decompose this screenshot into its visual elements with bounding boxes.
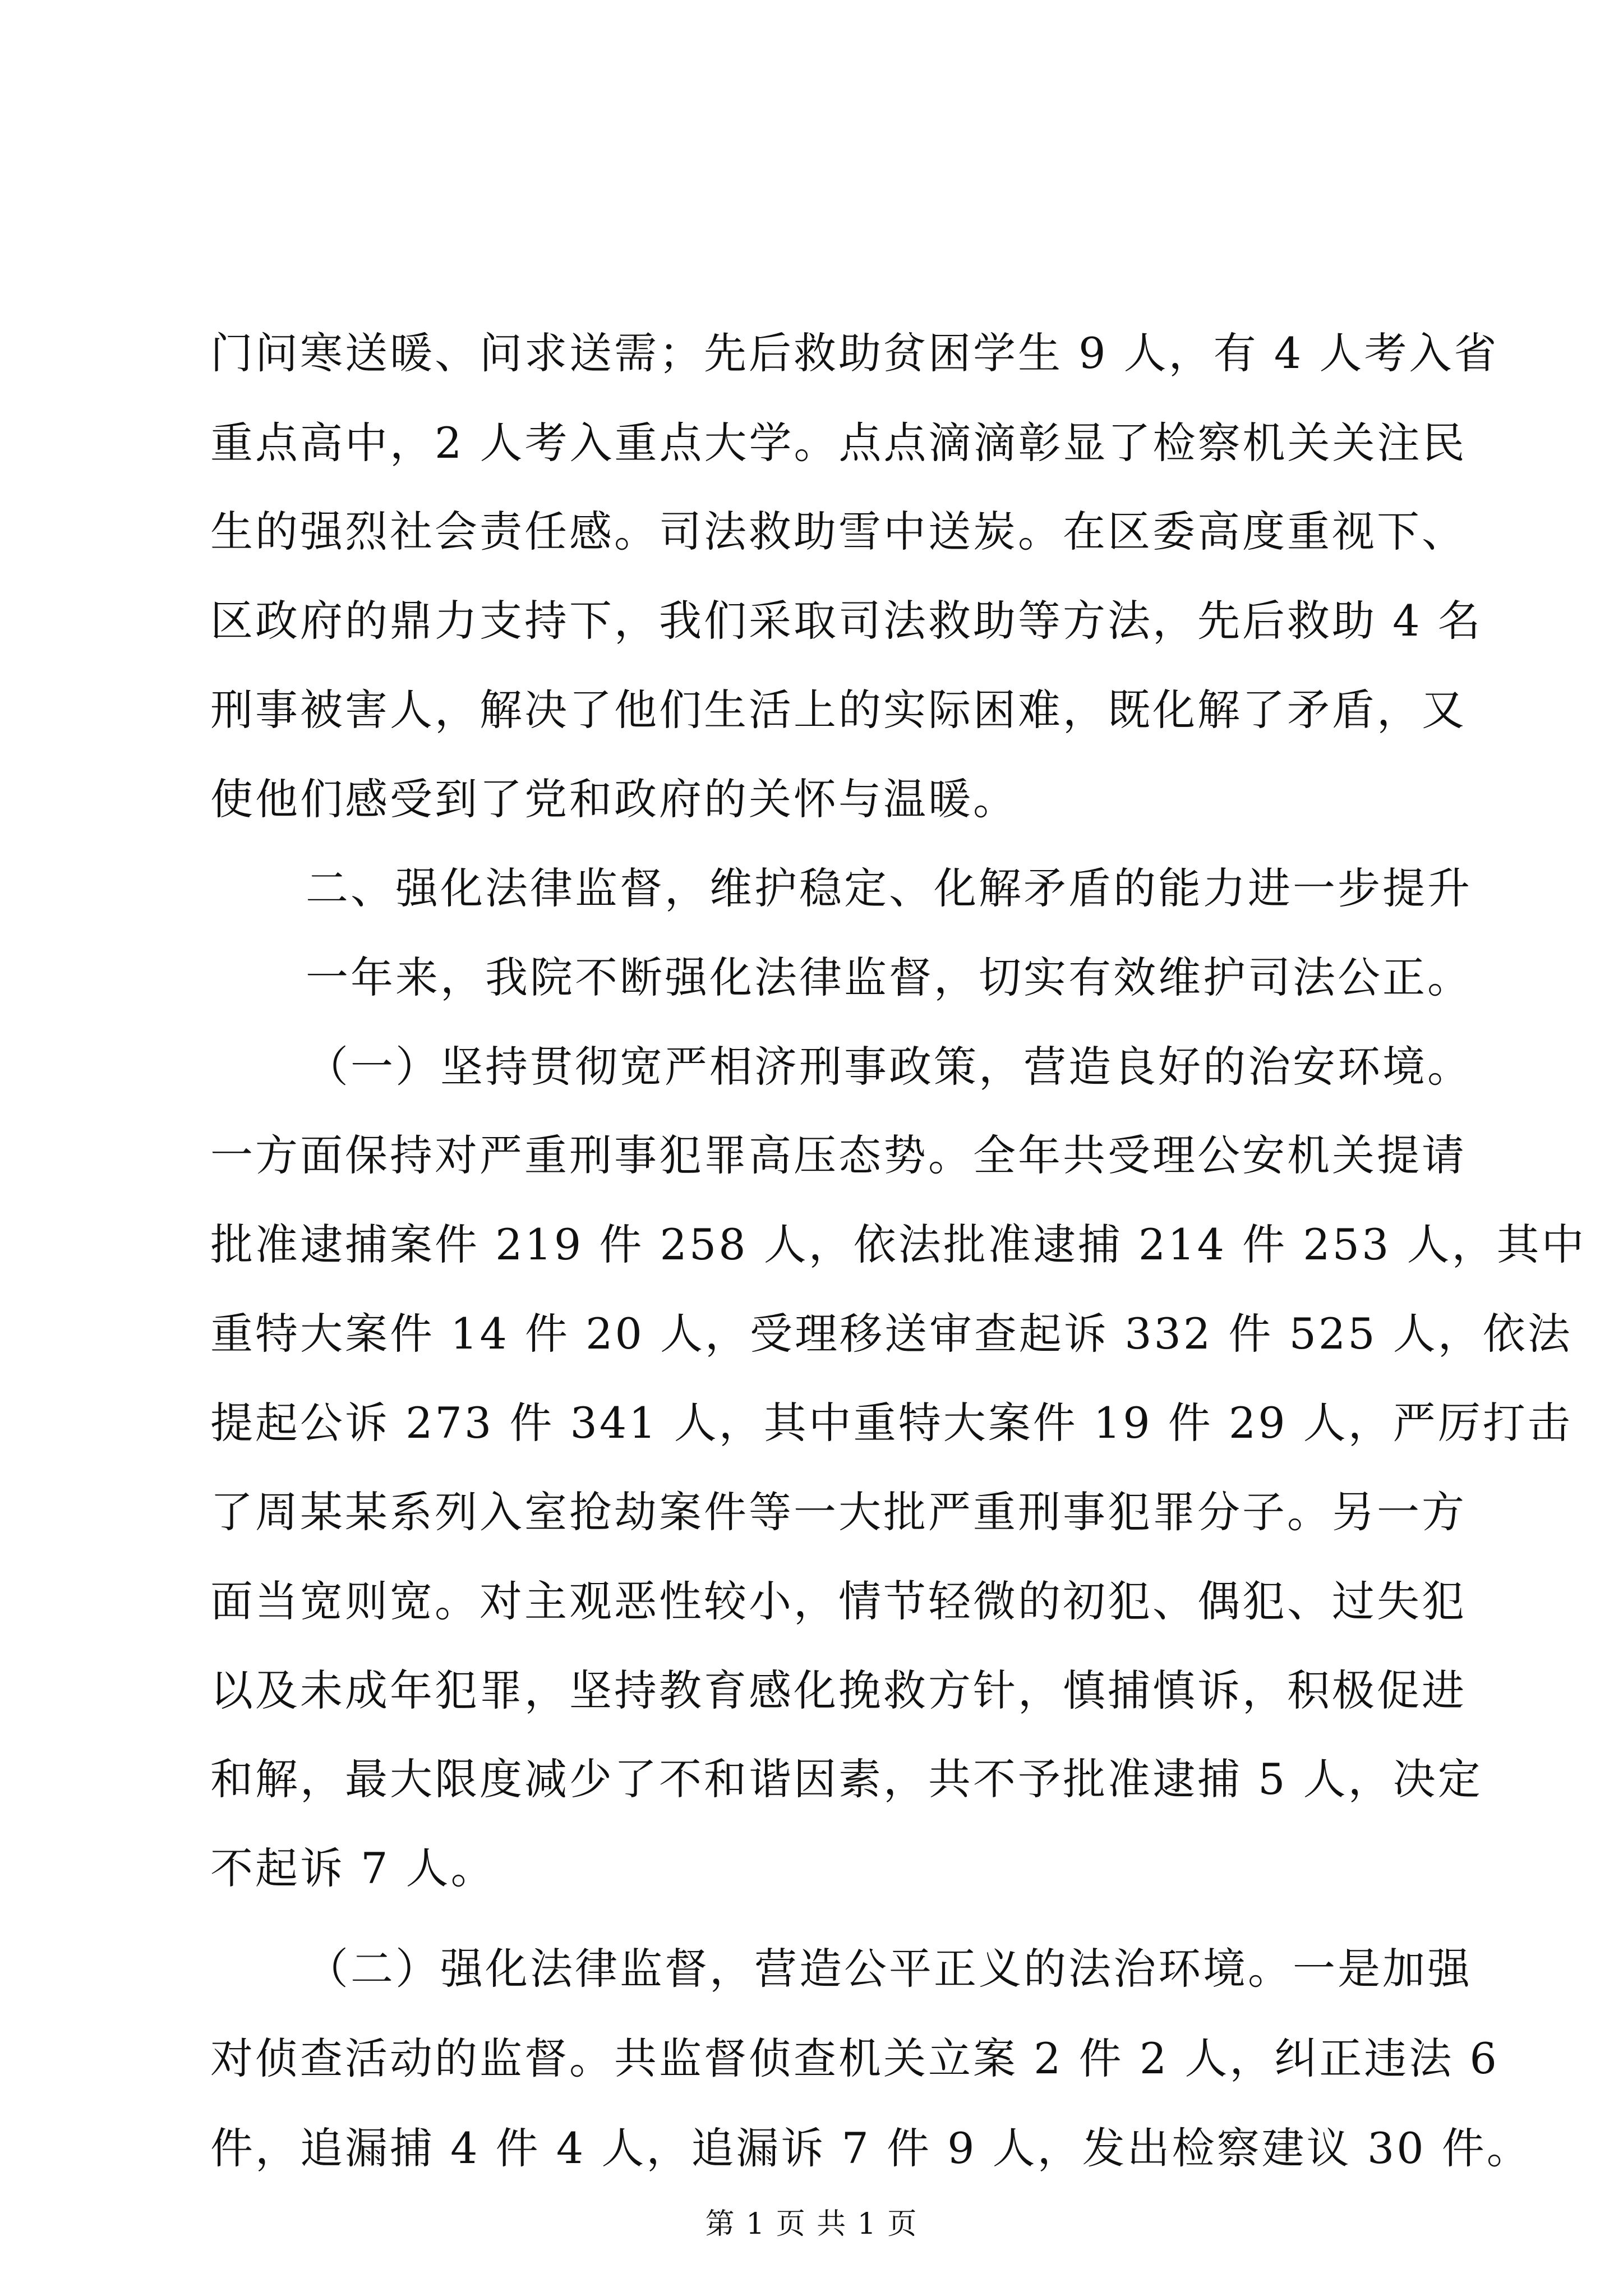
text-line: 区政府的鼎力支持下，我们采取司法救助等方法，先后救助 4 名 — [210, 596, 1483, 646]
text-line: 重点高中，2 人考入重点大学。点点滴滴彰显了检察机关关注民 — [210, 418, 1467, 468]
subsection-heading: （二）强化法律监督，营造公平正义的法治环境。一是加强 — [306, 1944, 1472, 1994]
text-line: 面当宽则宽。对主观恶性较小，情节轻微的初犯、偶犯、过失犯 — [210, 1576, 1467, 1626]
text-line: 门问寒送暖、问求送需；先后救助贫困学生 9 人，有 4 人考入省 — [210, 328, 1499, 378]
text-line: 不起诉 7 人。 — [210, 1843, 496, 1893]
section-heading: 二、强化法律监督，维护稳定、化解矛盾的能力进一步提升 — [306, 863, 1472, 913]
text-line: 一方面保持对严重刑事犯罪高压态势。全年共受理公安机关提请 — [210, 1130, 1467, 1180]
text-line: 提起公诉 273 件 341 人，其中重特大案件 19 件 29 人，严厉打击 — [210, 1398, 1573, 1448]
page-footer: 第 1 页 共 1 页 — [705, 2207, 918, 2241]
text-line: 生的强烈社会责任感。司法救助雪中送炭。在区委高度重视下、 — [210, 507, 1467, 556]
subsection-heading: （一）坚持贯彻宽严相济刑事政策，营造良好的治安环境。 — [306, 1042, 1472, 1092]
text-line: 重特大案件 14 件 20 人，受理移送审查起诉 332 件 525 人，依法 — [210, 1309, 1573, 1359]
text-line: 对侦查活动的监督。共监督侦查机关立案 2 件 2 人，纠正违法 6 — [210, 2033, 1499, 2083]
text-line: 了周某某系列入室抢劫案件等一大批严重刑事犯罪分子。另一方 — [210, 1487, 1467, 1537]
text-line: 和解，最大限度减少了不和谐因素，共不予批准逮捕 5 人，决定 — [210, 1754, 1483, 1804]
text-line: 以及未成年犯罪，坚持教育感化挽救方针，慎捕慎诉，积极促进 — [210, 1665, 1467, 1715]
text-line: 批准逮捕案件 219 件 258 人，依法批准逮捕 214 件 253 人，其中 — [210, 1220, 1587, 1269]
text-line: 使他们感受到了党和政府的关怀与温暖。 — [210, 774, 1018, 824]
text-line: 件，追漏捕 4 件 4 人，追漏诉 7 件 9 人，发出检察建议 30 件。 — [210, 2123, 1532, 2173]
paragraph-first-line: 一年来，我院不断强化法律监督，切实有效维护司法公正。 — [306, 953, 1472, 1002]
text-line: 刑事被害人，解决了他们生活上的实际困难，既化解了矛盾，又 — [210, 685, 1467, 735]
